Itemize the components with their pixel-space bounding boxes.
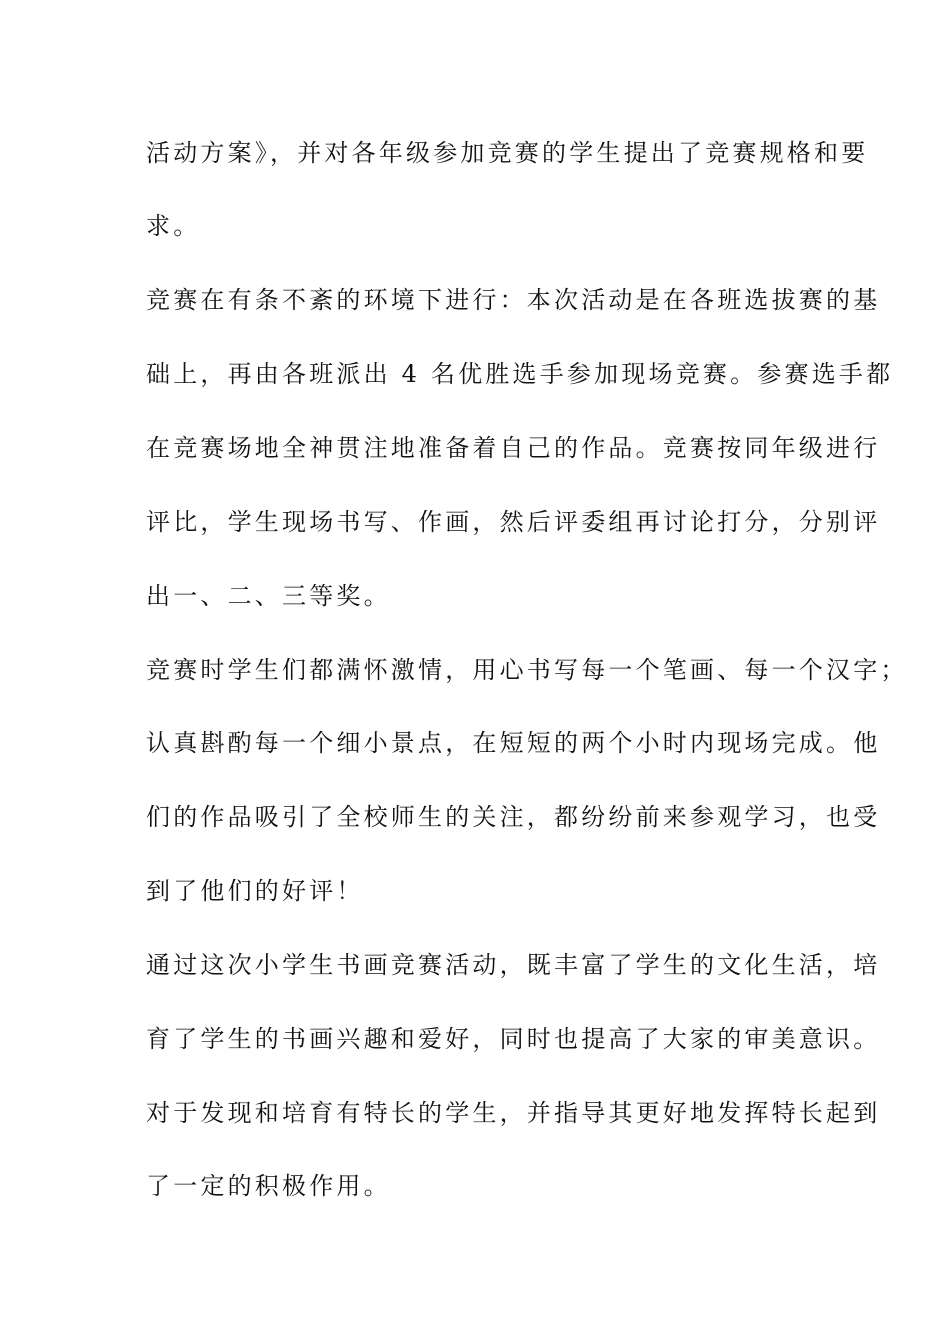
- text-line: 竞赛时学生们都满怀激情，用心书写每一个笔画、每一个汉字；: [146, 656, 908, 684]
- text-line: 出一、二、三等奖。: [146, 582, 391, 610]
- text-line: 通过这次小学生书画竞赛活动，既丰富了学生的文化生活，培: [146, 951, 881, 979]
- text-line: 活动方案》，并对各年级参加竞赛的学生提出了竞赛规格和要: [146, 139, 869, 167]
- text-line: 在竞赛场地全神贯注地准备着自己的作品。竞赛按同年级进行: [146, 434, 881, 462]
- text-line: 到了他们的好评！: [146, 877, 364, 905]
- text-line: 评比，学生现场书写、作画，然后评委组再讨论打分，分别评: [146, 508, 881, 536]
- text-line: 础上，再由各班派出 4 名优胜选手参加现场竞赛。参赛选手都: [146, 360, 894, 388]
- text-line: 竞赛在有条不紊的环境下进行：本次活动是在各班选拔赛的基: [146, 286, 881, 314]
- text-line: 对于发现和培育有特长的学生，并指导其更好地发挥特长起到: [146, 1099, 881, 1127]
- text-line: 认真斟酌每一个细小景点，在短短的两个小时内现场完成。他: [146, 729, 881, 757]
- text-line: 们的作品吸引了全校师生的关注，都纷纷前来参观学习，也受: [146, 803, 881, 831]
- text-line: 育了学生的书画兴趣和爱好，同时也提高了大家的审美意识。: [146, 1025, 881, 1053]
- text-line: 了一定的积极作用。: [146, 1172, 391, 1200]
- text-line: 求。: [146, 212, 201, 240]
